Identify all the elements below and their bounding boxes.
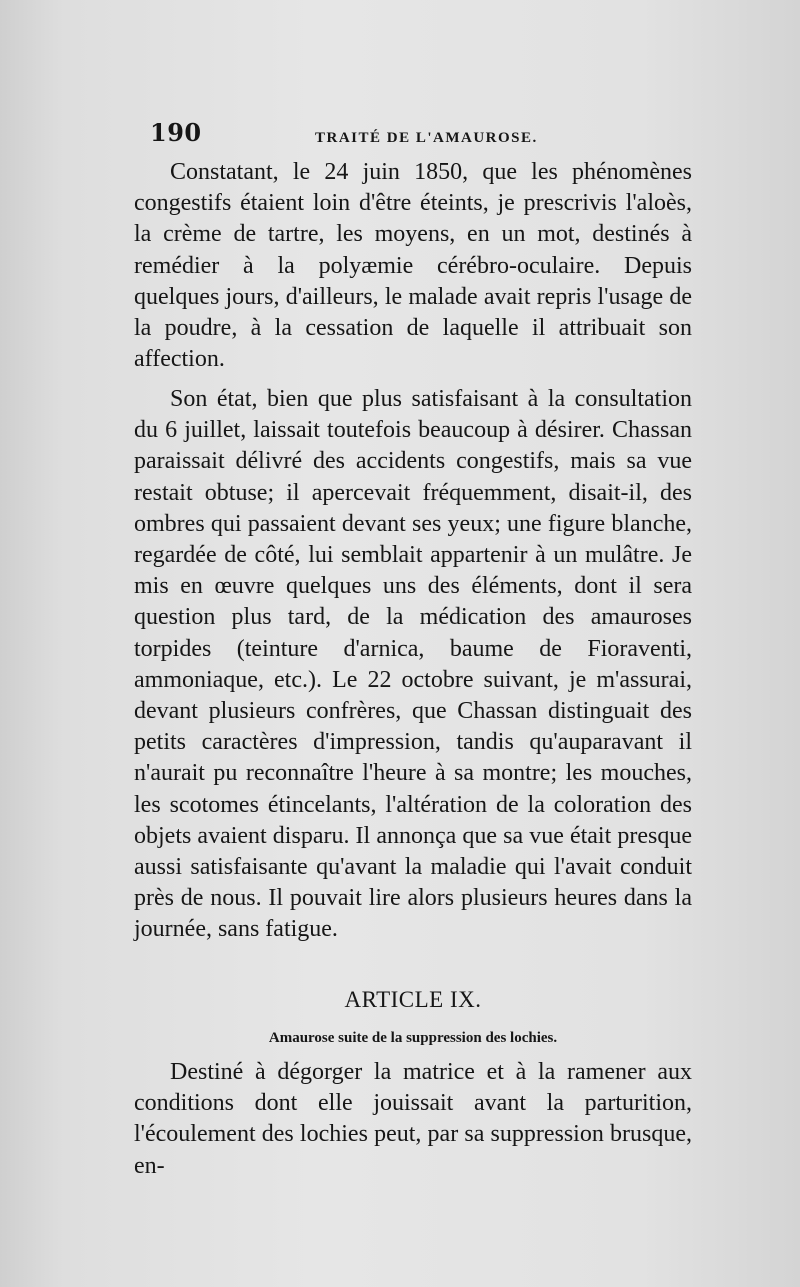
- running-title: TRAITÉ DE L'AMAUROSE.: [315, 130, 538, 146]
- body-text-bottom: [134, 1057, 692, 1182]
- paragraph-destine: Destiné à dégorger la matrice et à la ramener aux conditions dont elle jouissait avant la parturition, l'écoulement des lochies peut, par sa suppression brusque, en-: [134, 1059, 692, 1179]
- paragraph-son-etat: Son état, bien que plus satisfaisant à la consultation du 6 juillet, laissait toutefois beaucoup à désirer. Chassan paraissait délivré des accidents congestifs, mais sa vue restait obtuse; il apercevait fréquemment, disait-il, des ombres qui passaient devant ses yeux; une figure blanche, regardée de côté, lui semblait appartenir à un mulâtre. Je mis en œuvre quelques uns des éléments, dont il sera question plus tard, de la médication des amauroses torpides (teinture d'arnica, baume de Fioraventi, ammoniaque, etc.). Le 22 octobre suivant, je m'assurai, devant plusieurs confrères, que Chassan distinguait des petits caractères d'impression, tandis qu'auparavant il n'aurait pu reconnaître l'heure à sa montre; les mouches, les scotomes étincelants, l'altération de la coloration des objets avaient disparu. Il annonça que sa vue était presque aussi satisfaisante qu'avant la maladie qui l'avait conduit près de nous. Il pouvait lire alors plusieurs heures dans la journée, sans fatigue.: [134, 386, 692, 943]
- running-head: [150, 118, 710, 158]
- page-number: 190: [150, 118, 202, 147]
- body-text-middle: [134, 384, 692, 946]
- article-subheading: Amaurose suite de la suppression des lochies.: [268, 1030, 558, 1046]
- paragraph-constatant: Constatant, le 24 juin 1850, que les phénomènes congestifs étaient loin d'être éteints, je prescrivis l'aloès, la crème de tartre, les moyens, en un mot, destinés à remédier à la polyæmie cérébro-oculaire. Depuis quelques jours, d'ailleurs, le malade avait repris l'usage de la poudre, à la cessation de laquelle il attribuait son affection.: [134, 159, 692, 373]
- article-heading: ARTICLE IX.: [344, 987, 482, 1012]
- body-text-top: [134, 157, 692, 375]
